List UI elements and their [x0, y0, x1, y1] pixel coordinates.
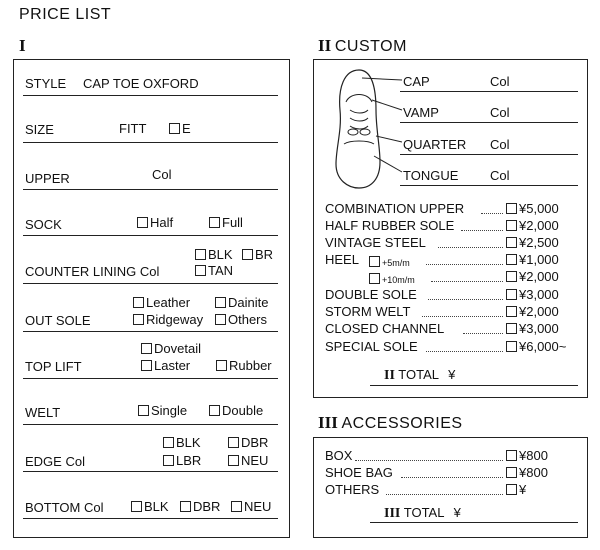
- checkbox[interactable]: [228, 455, 239, 466]
- section-3-total: [384, 505, 461, 522]
- price: ¥3,000: [519, 287, 559, 302]
- checkbox[interactable]: [506, 237, 517, 248]
- item-heel-5mm-price[interactable]: [506, 252, 559, 267]
- sock-option-full[interactable]: [209, 215, 243, 230]
- part-cap-label: CAP: [403, 74, 430, 89]
- part-vamp-label: VAMP: [403, 105, 439, 120]
- price: ¥5,000: [519, 201, 559, 216]
- part-quarter-line: [400, 154, 578, 155]
- checkbox[interactable]: [506, 254, 517, 265]
- option-label: TAN: [208, 263, 234, 278]
- checkbox[interactable]: [242, 249, 253, 260]
- checkbox[interactable]: [133, 314, 144, 325]
- item-double-sole-price[interactable]: [506, 287, 559, 302]
- outsole-option-leather[interactable]: [133, 295, 190, 310]
- option-label: Others: [228, 312, 268, 327]
- shoe-illustration-icon: [326, 66, 404, 192]
- option-label: BLK: [208, 247, 233, 262]
- checkbox[interactable]: [131, 501, 142, 512]
- section-1-numeral: I: [19, 36, 26, 55]
- part-tongue-line: [400, 185, 578, 186]
- option-label: DBR: [241, 435, 269, 450]
- total-numeral: II: [384, 368, 395, 383]
- price: ¥2,000: [519, 304, 559, 319]
- bottom-label: BOTTOM Col: [25, 500, 104, 515]
- part-cap-line: [400, 91, 578, 92]
- edge-option-blk[interactable]: [163, 435, 201, 450]
- checkbox[interactable]: [506, 306, 517, 317]
- toplift-option-laster[interactable]: [141, 358, 190, 373]
- item-storm-welt: STORM WELT: [325, 304, 411, 319]
- part-tongue-value: Col: [490, 168, 510, 183]
- price: ¥800: [519, 448, 548, 463]
- option-label: Half: [150, 215, 174, 230]
- part-tongue-label: TONGUE: [403, 168, 459, 183]
- item-heel-10mm-price[interactable]: [506, 269, 559, 284]
- checkbox[interactable]: [138, 405, 149, 416]
- leader-dots: [431, 281, 503, 282]
- item-shoe-bag: SHOE BAG: [325, 465, 393, 480]
- checkbox[interactable]: [169, 123, 180, 134]
- edge-option-lbr[interactable]: [163, 453, 201, 468]
- item-special-sole: SPECIAL SOLE: [325, 339, 418, 354]
- checkbox[interactable]: [163, 455, 174, 466]
- bottom-option-blk[interactable]: [131, 499, 169, 514]
- checkbox[interactable]: [141, 343, 152, 354]
- outsole-option-dainite[interactable]: [215, 295, 268, 310]
- item-combination-upper: COMBINATION UPPER: [325, 201, 465, 216]
- checkbox[interactable]: [506, 323, 517, 334]
- sock-line: [23, 235, 278, 236]
- item-box-price[interactable]: [506, 448, 548, 463]
- checkbox[interactable]: [216, 360, 227, 371]
- section-2-heading: [318, 36, 407, 56]
- checkbox[interactable]: [209, 405, 220, 416]
- counter-option-tan[interactable]: [195, 263, 233, 278]
- section-2-total: [384, 367, 455, 384]
- option-label: Leather: [146, 295, 191, 310]
- option-label: BLK: [144, 499, 169, 514]
- option-label: Laster: [154, 358, 191, 373]
- leader-dots: [422, 316, 503, 317]
- price: ¥2,500: [519, 235, 559, 250]
- price: ¥: [519, 482, 527, 497]
- checkbox[interactable]: [137, 217, 148, 228]
- part-quarter-value: Col: [490, 137, 510, 152]
- checkbox[interactable]: [506, 271, 517, 282]
- heel-sub-label: +10m/m: [382, 275, 415, 285]
- part-cap-value: Col: [490, 74, 510, 89]
- checkbox[interactable]: [506, 484, 517, 495]
- checkbox[interactable]: [215, 297, 226, 308]
- edge-label: EDGE Col: [25, 454, 85, 469]
- section-2-total-line: [370, 385, 578, 386]
- toplift-label: TOP LIFT: [25, 359, 82, 374]
- price: ¥6,000~: [519, 339, 567, 354]
- section-3-heading: [318, 413, 463, 433]
- part-quarter-label: QUARTER: [403, 137, 467, 152]
- checkbox[interactable]: [215, 314, 226, 325]
- checkbox[interactable]: [180, 501, 191, 512]
- checkbox[interactable]: [195, 249, 206, 260]
- style-line: [23, 95, 278, 96]
- item-shoe-bag-price[interactable]: [506, 465, 548, 480]
- item-box: BOX: [325, 448, 353, 463]
- checkbox[interactable]: [228, 437, 239, 448]
- leader-dots: [426, 264, 503, 265]
- heel-option-5mm[interactable]: [369, 254, 410, 269]
- leader-dots: [461, 230, 503, 231]
- leader-dots: [428, 299, 503, 300]
- total-numeral: III: [384, 506, 401, 521]
- part-vamp-value: Col: [490, 105, 510, 120]
- item-storm-welt-price[interactable]: [506, 304, 559, 319]
- checkbox[interactable]: [369, 273, 380, 284]
- item-others: OTHERS: [325, 482, 380, 497]
- item-combination-upper-price[interactable]: [506, 201, 559, 216]
- leader-dots: [401, 477, 503, 478]
- checkbox[interactable]: [209, 217, 220, 228]
- section-3-numeral: III: [318, 413, 338, 432]
- sock-label: SOCK: [25, 217, 62, 232]
- checkbox[interactable]: [506, 467, 517, 478]
- option-label: Double: [222, 403, 264, 418]
- item-closed-channel-price[interactable]: [506, 321, 559, 336]
- item-others-price[interactable]: [506, 482, 526, 497]
- style-label: STYLE: [25, 76, 67, 91]
- price: ¥800: [519, 465, 548, 480]
- section-3-total-line: [370, 522, 578, 523]
- counter-option-br[interactable]: [242, 247, 273, 262]
- item-heel: HEEL: [325, 252, 359, 267]
- checkbox[interactable]: [506, 289, 517, 300]
- size-line: [23, 142, 278, 143]
- option-label: BR: [255, 247, 274, 262]
- option-label: NEU: [241, 453, 269, 468]
- counter-lining-label: COUNTER LINING Col: [25, 264, 160, 279]
- option-label: BLK: [176, 435, 201, 450]
- style-value: CAP TOE OXFORD: [83, 76, 199, 91]
- toplift-line: [23, 378, 278, 379]
- toplift-option-dovetail[interactable]: [141, 341, 201, 356]
- checkbox[interactable]: [195, 265, 206, 276]
- bottom-line: [23, 518, 278, 519]
- outsole-option-others[interactable]: [215, 312, 267, 327]
- heel-sub-label: +5m/m: [382, 258, 410, 268]
- total-currency: ¥: [453, 505, 461, 520]
- sock-option-half[interactable]: [137, 215, 173, 230]
- leader-dots: [463, 333, 503, 334]
- option-label: Ridgeway: [146, 312, 204, 327]
- outsole-line: [23, 331, 278, 332]
- leader-dots: [386, 494, 503, 495]
- welt-option-single[interactable]: [138, 403, 187, 418]
- size-option-e[interactable]: [169, 121, 191, 136]
- option-label: DBR: [193, 499, 221, 514]
- checkbox[interactable]: [506, 341, 517, 352]
- heel-option-10mm[interactable]: [369, 271, 415, 286]
- edge-option-neu[interactable]: [228, 453, 268, 468]
- section-2-numeral: II: [318, 36, 332, 55]
- upper-line: [23, 189, 278, 190]
- leader-dots: [438, 247, 503, 248]
- welt-option-double[interactable]: [209, 403, 263, 418]
- option-label: NEU: [244, 499, 272, 514]
- item-closed-channel: CLOSED CHANNEL: [325, 321, 445, 336]
- edge-option-dbr[interactable]: [228, 435, 268, 450]
- price: ¥1,000: [519, 252, 559, 267]
- counter-option-blk[interactable]: [195, 247, 233, 262]
- checkbox[interactable]: [163, 437, 174, 448]
- toplift-option-rubber[interactable]: [216, 358, 272, 373]
- welt-line: [23, 424, 278, 425]
- option-label: Rubber: [229, 358, 272, 373]
- part-vamp-line: [400, 122, 578, 123]
- total-label: TOTAL: [403, 505, 444, 520]
- price: ¥3,000: [519, 321, 559, 336]
- page-title: PRICE LIST: [19, 6, 112, 23]
- item-vintage-steel-price[interactable]: [506, 235, 559, 250]
- checkbox[interactable]: [506, 450, 517, 461]
- upper-label: UPPER: [25, 171, 70, 186]
- total-currency: ¥: [448, 367, 456, 382]
- checkbox[interactable]: [231, 501, 242, 512]
- leader-dots: [355, 460, 503, 461]
- item-vintage-steel: VINTAGE STEEL: [325, 235, 426, 250]
- checkbox[interactable]: [133, 297, 144, 308]
- price: ¥2,000: [519, 269, 559, 284]
- section-3-title: ACCESSORIES: [341, 415, 463, 432]
- option-label: Single: [151, 403, 188, 418]
- size-label: SIZE: [25, 122, 54, 137]
- total-label: TOTAL: [398, 367, 439, 382]
- outsole-label: OUT SOLE: [25, 313, 91, 328]
- leader-dots: [426, 351, 503, 352]
- section-2-title: CUSTOM: [334, 38, 407, 55]
- item-special-sole-price[interactable]: [506, 339, 566, 354]
- welt-label: WELT: [25, 405, 61, 420]
- leader-dots: [481, 213, 503, 214]
- size-option-label: E: [182, 121, 191, 136]
- bottom-option-neu[interactable]: [231, 499, 271, 514]
- price: ¥2,000: [519, 218, 559, 233]
- checkbox[interactable]: [369, 256, 380, 267]
- size-fitt-label: FITT: [119, 121, 147, 136]
- option-label: Dovetail: [154, 341, 201, 356]
- item-half-rubber-sole: HALF RUBBER SOLE: [325, 218, 455, 233]
- option-label: Full: [222, 215, 243, 230]
- bottom-option-dbr[interactable]: [180, 499, 220, 514]
- checkbox[interactable]: [141, 360, 152, 371]
- counter-line: [23, 283, 278, 284]
- item-double-sole: DOUBLE SOLE: [325, 287, 417, 302]
- checkbox[interactable]: [506, 220, 517, 231]
- outsole-option-ridgeway[interactable]: [133, 312, 203, 327]
- checkbox[interactable]: [506, 203, 517, 214]
- option-label: Dainite: [228, 295, 269, 310]
- upper-value: Col: [152, 167, 172, 182]
- edge-line: [23, 471, 278, 472]
- item-half-rubber-sole-price[interactable]: [506, 218, 559, 233]
- option-label: LBR: [176, 453, 202, 468]
